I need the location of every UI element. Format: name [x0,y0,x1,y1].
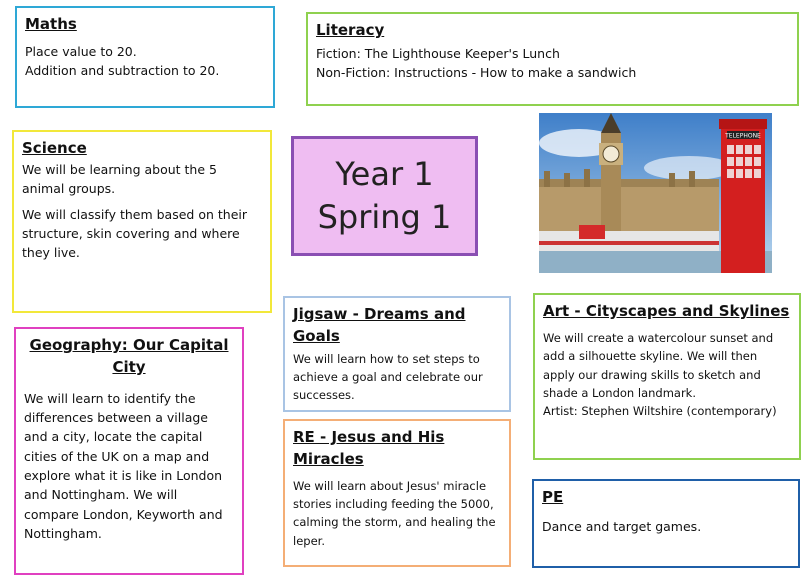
maths-panel [15,6,275,108]
science-title: Science [22,139,87,157]
pe-title: PE [542,488,564,506]
literacy-line-1: Fiction: The Lighthouse Keeper's Lunch [316,45,560,61]
geography-text: We will learn to identify the differences between a village and a city, locate the capital cities of the UK on a map and explore what it is like in London and Nottingham. We will compare London, Keyworth and Nottingham. [24,390,223,542]
term-label: Spring 1 [317,198,452,236]
literacy-title: Literacy [316,21,385,39]
london-skyline-image [539,113,772,273]
re-text: We will learn about Jesus' miracle stories including feeding the 5000, calming the storm, and healing the leper. [293,478,496,548]
art-title: Art - Cityscapes and Skylines [543,302,790,320]
literacy-line-2: Non-Fiction: Instructions - How to make a sandwich [316,65,637,81]
pe-panel [532,479,800,568]
literacy-panel [306,12,799,106]
science-line-2: We will classify them based on their structure, skin covering and where they live. [22,206,247,261]
re-title: RE - Jesus and His Miracles [293,428,445,468]
year-term-box [291,136,478,256]
science-line-1: We will be learning about the 5 animal groups. [22,161,217,197]
year-label: Year 1 [335,154,434,193]
geography-panel [14,327,244,575]
maths-line-2: Addition and subtraction to 20. [25,63,220,79]
science-panel [12,130,272,313]
art-panel [533,293,801,460]
jigsaw-panel [283,296,511,412]
jigsaw-text: We will learn how to set steps to achieve a goal and celebrate our successes. [293,351,483,403]
literacy-text [316,44,789,83]
art-artist: Artist: Stephen Wiltshire (contemporary) [543,404,777,419]
maths-title: Maths [25,15,77,33]
telephone-sign: TELEPHONE [725,132,761,140]
maths-line-1: Place value to 20. [25,43,137,59]
jigsaw-title: Jigsaw - Dreams and Goals [293,305,466,345]
geography-title: Geography: Our Capital City [29,336,229,376]
london-photo [539,113,772,273]
art-text: We will create a watercolour sunset and add a silhouette skyline. We will then apply our drawing skills to sketch and shade a London landmark. [543,330,774,400]
re-panel [283,419,511,567]
maths-text [25,42,265,81]
pe-text: Dance and target games. [542,518,702,534]
